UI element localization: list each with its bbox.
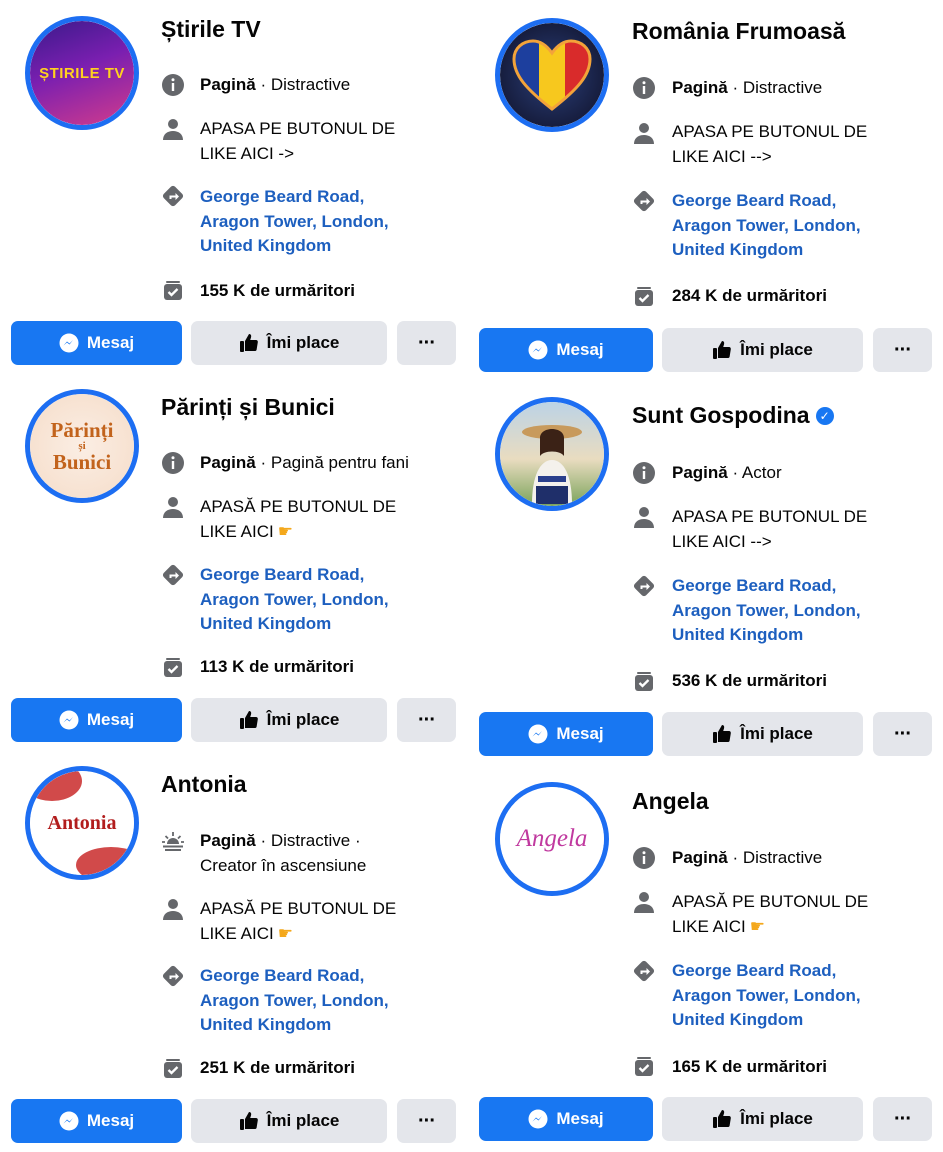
page-avatar[interactable]: [495, 18, 609, 132]
like-button[interactable]: Îmi place: [662, 1097, 863, 1141]
messenger-icon: [59, 1111, 79, 1131]
like-button[interactable]: Îmi place: [662, 712, 863, 756]
person-icon: [161, 495, 185, 519]
page-category: Pagină · Distractive: [200, 75, 351, 94]
directions-icon: [632, 959, 656, 983]
address-link[interactable]: George Beard Road, Aragon Tower, London, United Kingdom: [672, 961, 861, 1029]
page-card: [0, 0, 460, 376]
messenger-icon: [528, 724, 548, 744]
directions-icon: [632, 574, 656, 598]
avatar-logo-text: Părinți: [50, 418, 114, 442]
page-avatar[interactable]: [25, 766, 139, 880]
messenger-icon: [528, 340, 548, 360]
person-icon: [161, 117, 185, 141]
pointing-hand-icon: ☛: [277, 521, 293, 541]
more-options-button[interactable]: ···: [873, 712, 932, 756]
message-button[interactable]: Mesaj: [479, 328, 653, 372]
info-icon: [632, 461, 656, 485]
followers-count: 165 K de urmăritori: [672, 1057, 827, 1076]
page-avatar[interactable]: [25, 389, 139, 503]
followers-count: 251 K de urmăritori: [200, 1058, 355, 1077]
like-button[interactable]: Îmi place: [191, 321, 387, 365]
page-intro: APASĂ PE BUTONUL DE LIKE AICI ☛: [200, 495, 396, 544]
more-options-button[interactable]: ···: [397, 1099, 456, 1143]
page-category: Pagină · Actor: [672, 463, 782, 482]
avatar-logo-text: și: [78, 440, 86, 452]
address-link[interactable]: George Beard Road, Aragon Tower, London, United Kingdom: [672, 576, 861, 644]
like-button[interactable]: Îmi place: [662, 328, 863, 372]
person-icon: [161, 897, 185, 921]
thumbs-up-icon: [712, 1109, 732, 1129]
followers-icon: [161, 655, 185, 679]
page-title[interactable]: Sunt Gospodina ✓: [632, 402, 834, 429]
followers-count: 536 K de urmăritori: [672, 671, 827, 690]
thumbs-up-icon: [239, 710, 259, 730]
verified-badge-icon: ✓: [816, 407, 834, 425]
page-title[interactable]: Părinți și Bunici: [161, 394, 335, 420]
followers-count: 284 K de urmăritori: [672, 286, 827, 305]
page-card: [470, 3, 930, 379]
followers-icon: [161, 278, 185, 302]
more-options-button[interactable]: ···: [873, 328, 932, 372]
address-link[interactable]: George Beard Road, Aragon Tower, London, United Kingdom: [200, 565, 389, 633]
page-title[interactable]: Antonia: [161, 771, 247, 797]
thumbs-up-icon: [712, 724, 732, 744]
page-intro: APASA PE BUTONUL DE LIKE AICI -->: [672, 122, 868, 166]
page-category: Pagină · Distractive: [672, 848, 823, 867]
followers-count: 113 K de urmăritori: [200, 657, 355, 676]
more-options-button[interactable]: ···: [397, 698, 456, 742]
info-icon: [632, 846, 656, 870]
info-icon: [161, 73, 185, 97]
woman-portrait-image: [502, 404, 602, 504]
message-button[interactable]: Mesaj: [11, 698, 182, 742]
page-card: [470, 385, 930, 761]
page-card: [0, 754, 460, 1130]
message-button[interactable]: Mesaj: [479, 1097, 653, 1141]
message-button[interactable]: Mesaj: [11, 321, 182, 365]
directions-icon: [161, 563, 185, 587]
followers-icon: [632, 1054, 656, 1078]
followers-icon: [161, 1056, 185, 1080]
person-icon: [632, 121, 656, 145]
directions-icon: [632, 189, 656, 213]
page-category: Pagină · Distractive · Creator în ascensiune: [200, 831, 367, 875]
page-intro: APASA PE BUTONUL DE LIKE AICI ->: [200, 119, 396, 163]
page-card: [470, 770, 930, 1146]
followers-icon: [632, 669, 656, 693]
thumbs-up-icon: [239, 1111, 259, 1131]
page-title[interactable]: Știrile TV: [161, 16, 261, 42]
avatar-logo-text: ȘTIRILE TV: [39, 64, 125, 82]
followers-icon: [632, 284, 656, 308]
message-button[interactable]: Mesaj: [479, 712, 653, 756]
avatar-logo-text: Antonia: [47, 811, 117, 834]
page-category: Pagină · Distractive: [672, 78, 823, 97]
info-icon: [632, 76, 656, 100]
thumbs-up-icon: [239, 333, 259, 353]
page-avatar[interactable]: [25, 16, 139, 130]
directions-icon: [161, 184, 185, 208]
messenger-icon: [59, 710, 79, 730]
heart-flag-image: [512, 39, 592, 111]
page-avatar[interactable]: [495, 782, 609, 896]
page-intro: APASĂ PE BUTONUL DE LIKE AICI ☛: [200, 897, 396, 946]
like-button[interactable]: Îmi place: [191, 1099, 387, 1143]
page-intro: APASĂ PE BUTONUL DE LIKE AICI ☛: [672, 890, 868, 939]
page-card: [0, 377, 460, 753]
address-link[interactable]: George Beard Road, Aragon Tower, London, United Kingdom: [200, 187, 389, 255]
messenger-icon: [528, 1109, 548, 1129]
page-title[interactable]: Angela: [632, 788, 709, 814]
avatar-logo-text: Angela: [516, 825, 588, 852]
page-intro: APASA PE BUTONUL DE LIKE AICI -->: [672, 507, 868, 551]
info-icon: [161, 451, 185, 475]
messenger-icon: [59, 333, 79, 353]
pointing-hand-icon: ☛: [749, 916, 765, 936]
avatar-logo-text: Bunici: [52, 450, 112, 474]
rising-sun-icon: [161, 829, 185, 853]
person-icon: [632, 505, 656, 529]
pointing-hand-icon: ☛: [277, 923, 293, 943]
page-avatar[interactable]: [495, 397, 609, 511]
page-category: Pagină · Pagină pentru fani: [200, 453, 409, 472]
directions-icon: [161, 964, 185, 988]
message-button[interactable]: Mesaj: [11, 1099, 182, 1143]
followers-count: 155 K de urmăritori: [200, 281, 355, 300]
page-title[interactable]: România Frumoasă: [632, 18, 846, 44]
thumbs-up-icon: [712, 340, 732, 360]
more-options-button[interactable]: ···: [873, 1097, 932, 1141]
person-icon: [632, 890, 656, 914]
more-options-button[interactable]: ···: [397, 321, 456, 365]
address-link[interactable]: George Beard Road, Aragon Tower, London, United Kingdom: [200, 966, 389, 1034]
address-link[interactable]: George Beard Road, Aragon Tower, London, United Kingdom: [672, 191, 861, 259]
like-button[interactable]: Îmi place: [191, 698, 387, 742]
